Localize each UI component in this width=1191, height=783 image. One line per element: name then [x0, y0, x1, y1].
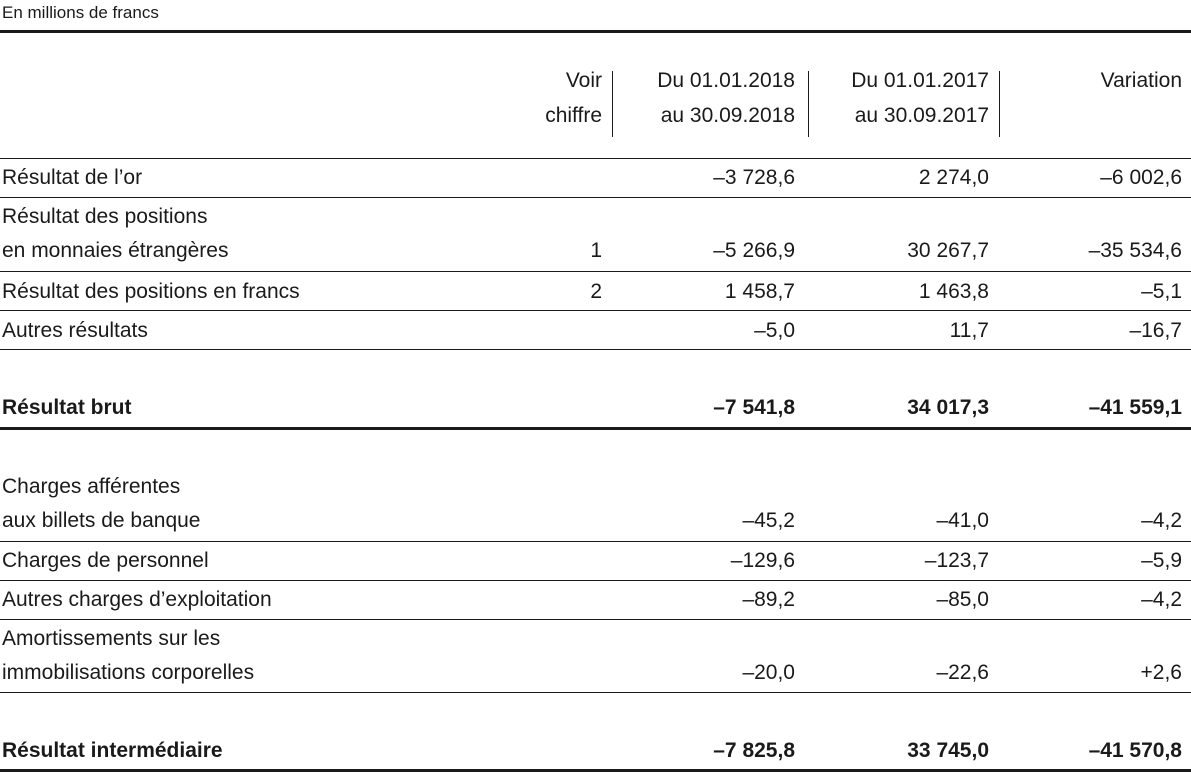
value-variation: –16,7: [1129, 319, 1182, 342]
row-label: Autres résultats: [2, 319, 148, 342]
row-label: aux billets de banque: [2, 509, 201, 532]
header-variation: Variation: [1100, 69, 1182, 92]
value-2017: 11,7: [949, 319, 989, 342]
value-variation: –5,9: [1141, 549, 1182, 572]
value-variation: –6 002,6: [1100, 166, 1182, 189]
value-2018: –7 825,8: [713, 739, 795, 762]
header-period-2017: Du 01.01.2017 au 30.09.2017: [851, 69, 989, 127]
row-label: Charges de personnel: [2, 549, 209, 572]
value-2017: 30 267,7: [907, 239, 989, 262]
subtotal-rule: [0, 427, 1191, 430]
value-2018: 1 458,7: [724, 280, 795, 303]
row-label: Résultat de l’or: [2, 166, 143, 189]
row-label: en monnaies étrangères: [2, 239, 229, 262]
row-divider: [0, 349, 1191, 350]
value-2017: –41,0: [936, 509, 989, 532]
value-2018: –89,2: [742, 588, 795, 611]
value-variation: –5,1: [1141, 280, 1182, 303]
value-variation: –35 534,6: [1088, 239, 1182, 262]
ref-number: 2: [590, 280, 602, 303]
header-period-2018: Du 01.01.2018 au 30.09.2018: [657, 69, 795, 127]
row-label: Amortissements sur les: [2, 627, 221, 650]
header-voir-chiffre: Voir chiffre: [545, 69, 602, 127]
value-2017: 34 017,3: [907, 396, 989, 419]
value-2018: –7 541,8: [713, 396, 795, 419]
row-divider: [0, 197, 1191, 198]
value-2018: –129,6: [730, 549, 795, 572]
value-variation: –41 559,1: [1088, 396, 1182, 419]
value-2018: –45,2: [742, 509, 795, 532]
value-2017: –123,7: [924, 549, 989, 572]
top-rule: [0, 30, 1191, 33]
row-divider: [0, 692, 1191, 693]
value-2017: –85,0: [936, 588, 989, 611]
value-2017: –22,6: [936, 661, 989, 684]
row-divider: [0, 580, 1191, 581]
bottom-rule: [0, 769, 1191, 772]
subtotal-label: Résultat brut: [2, 396, 132, 419]
value-variation: –4,2: [1141, 588, 1182, 611]
value-2017: 1 463,8: [918, 280, 989, 303]
value-variation: –41 570,8: [1088, 739, 1182, 762]
row-label: Autres charges d’exploitation: [2, 588, 272, 611]
header-rule: [0, 158, 1191, 159]
value-variation: –4,2: [1141, 509, 1182, 532]
row-label: immobilisations corporelles: [2, 661, 255, 684]
header-separator: [808, 71, 809, 137]
value-2018: –5,0: [754, 319, 795, 342]
value-2018: –5 266,9: [713, 239, 795, 262]
value-variation: +2,6: [1140, 661, 1182, 684]
row-label: Résultat des positions: [2, 205, 208, 228]
value-2018: –3 728,6: [713, 166, 795, 189]
subtotal-label: Résultat intermédiaire: [2, 739, 223, 762]
row-divider: [0, 619, 1191, 620]
value-2018: –20,0: [742, 661, 795, 684]
value-2017: 2 274,0: [918, 166, 989, 189]
row-divider: [0, 541, 1191, 542]
row-divider: [0, 310, 1191, 311]
table-caption: En millions de francs: [2, 3, 159, 22]
header-separator: [999, 71, 1000, 137]
ref-number: 1: [590, 239, 602, 262]
row-divider: [0, 271, 1191, 272]
row-label: Résultat des positions en francs: [2, 280, 300, 303]
header-separator: [612, 71, 613, 137]
value-2017: 33 745,0: [907, 739, 989, 762]
row-label: Charges afférentes: [2, 475, 181, 498]
